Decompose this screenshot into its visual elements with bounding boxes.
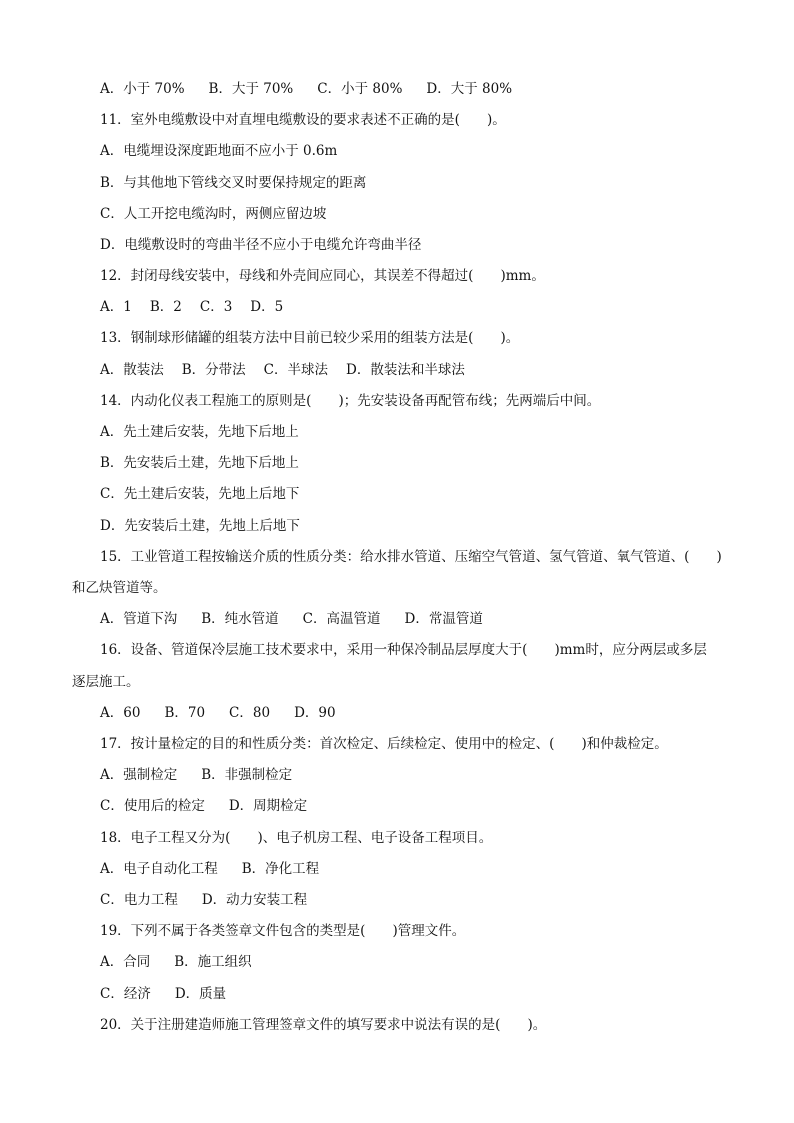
q14-option-d: D．先安装后土建，先地上后地下 (100, 518, 300, 534)
q19-stem: 19．下列不属于各类签章文件包含的类型是( )管理文件。 (100, 923, 466, 939)
q15-stem-line1: 15．工业管道工程按输送介质的性质分类：给水排水管道、压缩空气管道、氢气管道、氧气管道、( ) (100, 549, 722, 565)
q14-stem: 14．内动化仪表工程施工的原则是( )；先安装设备再配管布线；先两端后中间。 (100, 393, 601, 409)
q15-options (100, 609, 754, 629)
q10-option-b: B．大于 70% (208, 81, 294, 97)
q17-options-row2 (100, 796, 754, 816)
q12-stem: 12．封闭母线安装中，母线和外壳间应同心，其误差不得超过( )mm。 (100, 268, 545, 284)
q19-options-row1 (100, 952, 754, 972)
q19-option-c: C．经济 (100, 986, 151, 1002)
q11-option-b: B．与其他地下管线交叉时要保持规定的距离 (100, 175, 367, 191)
q17-option-d: D．周期检定 (228, 798, 308, 814)
q16-option-d: D．90 (294, 705, 336, 721)
q12-options (100, 297, 754, 317)
q17-option-c: C．使用后的检定 (100, 798, 205, 814)
q10-options (100, 79, 754, 99)
q12-option-d: D．5 (250, 299, 284, 315)
q11-option-d: D．电缆敷设时的弯曲半径不应小于电缆允许弯曲半径 (100, 237, 422, 253)
q14-option-c: C．先土建后安装，先地上后地下 (100, 486, 300, 502)
q16-option-c: C．80 (229, 705, 271, 721)
q17-option-a: A．强制检定 (100, 767, 178, 783)
q16-stem-line2: 逐层施工。 (72, 674, 140, 690)
q18-options-row1 (100, 859, 754, 879)
q17-stem: 17．按计量检定的目的和性质分类：首次检定、后续检定、使用中的检定、( )和仲裁检定。 (100, 736, 668, 752)
q15-option-b: B．纯水管道 (201, 611, 279, 627)
q19-option-d: D．质量 (174, 986, 227, 1002)
q11-option-c: C．人工开挖电缆沟时，两侧应留边坡 (100, 206, 327, 222)
q18-option-b: B．净化工程 (241, 861, 320, 877)
q13-stem: 13．钢制球形储罐的组装方法中目前已较少采用的组装方法是( )。 (100, 330, 520, 346)
q17-options-row1 (100, 765, 754, 785)
q18-options-row2 (100, 890, 754, 910)
q11-stem: 11．室外电缆敷设中对直埋电缆敷设的要求表述不正确的是( )。 (100, 112, 506, 128)
q15-option-d: D．常温管道 (404, 611, 483, 627)
q14-option-a: A．先土建后安装，先地下后地上 (100, 424, 299, 440)
q20-stem: 20．关于注册建造师施工管理签章文件的填写要求中说法有误的是( )。 (100, 1017, 547, 1033)
q12-option-c: C．3 (199, 299, 233, 315)
q13-options (100, 360, 754, 380)
q15-option-c: C．高温管道 (302, 611, 381, 627)
q18-option-c: C．电力工程 (100, 892, 178, 908)
q18-option-d: D．动力安装工程 (201, 892, 308, 908)
q19-option-b: B．施工组织 (174, 954, 252, 970)
q18-option-a: A．电子自动化工程 (100, 861, 218, 877)
q13-option-c: C．半球法 (263, 362, 329, 378)
q12-option-b: B．2 (149, 299, 182, 315)
q16-option-b: B．70 (164, 705, 206, 721)
q16-options (100, 703, 754, 723)
q19-option-a: A．合同 (100, 954, 151, 970)
q13-option-d: D．散装法和半球法 (346, 362, 465, 378)
q15-option-a: A．管道下沟 (100, 611, 178, 627)
q16-stem-line1: 16．设备、管道保冷层施工技术要求中，采用一种保冷制品层厚度大于( )mm时，应分两层或多层 (100, 642, 707, 658)
q14-option-b: B．先安装后土建，先地下后地上 (100, 455, 299, 471)
q10-option-a: A．小于 70% (100, 81, 185, 97)
q10-option-d: D．大于 80% (426, 81, 513, 97)
q17-option-b: B．非强制检定 (201, 767, 293, 783)
q13-option-b: B．分带法 (181, 362, 246, 378)
q16-option-a: A．60 (100, 705, 141, 721)
q18-stem: 18．电子工程又分为( )、电子机房工程、电子设备工程项目。 (100, 830, 493, 846)
q13-option-a: A．散装法 (100, 362, 164, 378)
q11-option-a: A．电缆埋设深度距地面不应小于 0.6m (100, 143, 338, 159)
q10-option-c: C．小于 80% (317, 81, 403, 97)
q19-options-row2 (100, 984, 754, 1004)
q15-stem-line2: 和乙炔管道等。 (72, 580, 167, 596)
q12-option-a: A．1 (100, 299, 132, 315)
